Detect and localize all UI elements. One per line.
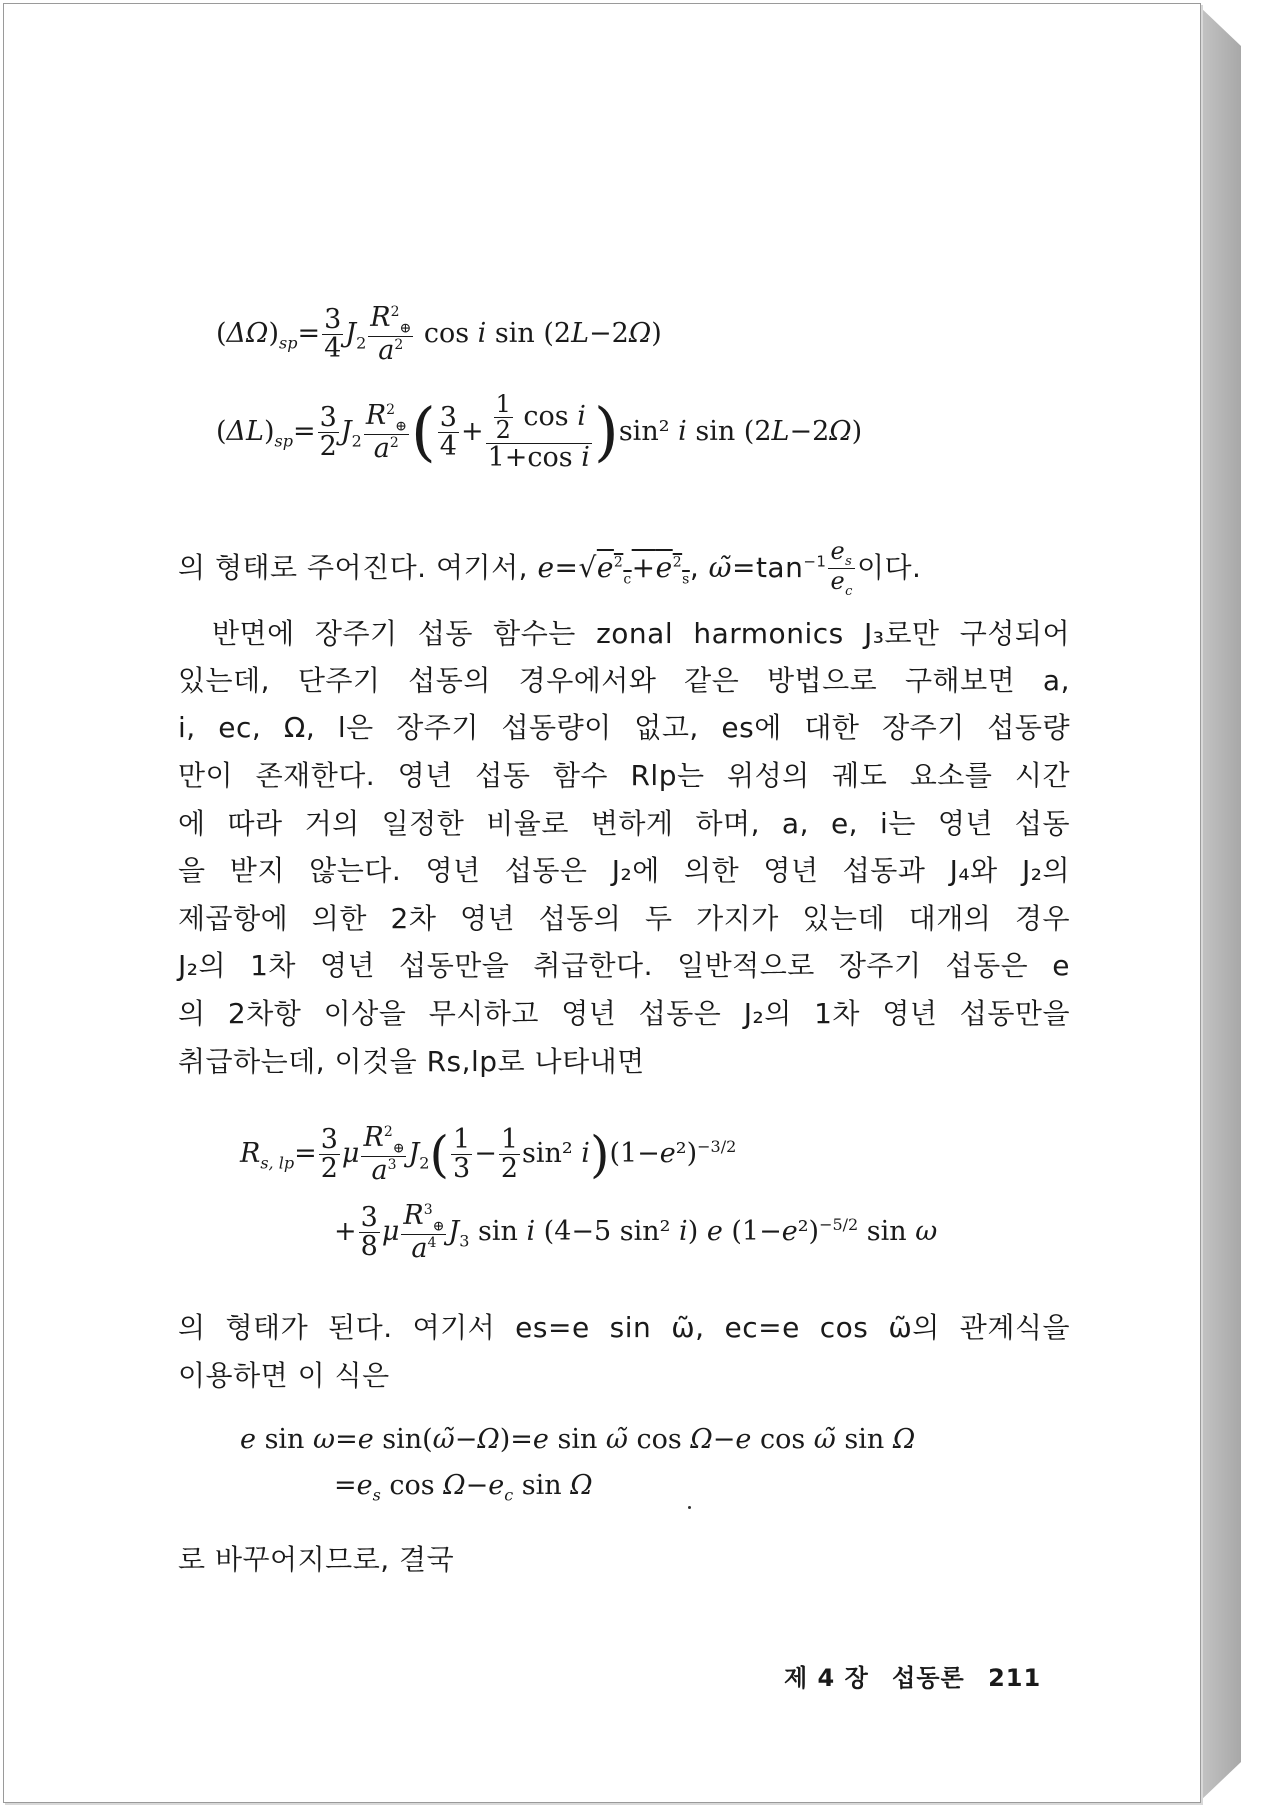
paragraph-2-line-1: 반면에 장주기 섭동 함수는 zonal harmonics J₃로만 구성되어 <box>212 617 1070 650</box>
equation-e-sin-omega-line-1: e sin ω=e sin(ω̃−Ω)=e sin ω̃ cos Ω−e cos ω̃ sin Ω <box>240 1424 916 1455</box>
paragraph-1-line: 의 형태로 주어진다. 여기서, $e=√e^2_c+e^2_s$, $\omegã=\tan^{-1}$ $\frac{e_s}{e_c}$ 이다. <box>178 537 922 600</box>
paragraph-3-line-1: 의 형태가 된다. 여기서 es=e sin ω̃, ec=e cos ω̃의 관계식을 <box>178 1311 1070 1344</box>
paragraph-2-line-10: 취급하는데, 이것을 Rs,lp로 나타내면 <box>178 1045 645 1078</box>
paragraph-2-line-4: 만이 존재한다. 영년 섭동 함수 Rlp는 위성의 궤도 요소를 시간 <box>178 759 1070 792</box>
equation-r-slp-line-2: + $\frac{3}{8}$ μ $\frac{R^3_\oplus}{a^4}$ $J_3$ sin i (4−5 sin² i) e $(1-e^2)^{-5/2}$ sin ω <box>334 1200 938 1265</box>
equation-e-sin-omega-line-2: $=e_s$ $\cos \Omega-e_c$ sin Ω <box>334 1470 593 1505</box>
footer-title: 섭동론 <box>892 1664 965 1692</box>
paragraph-2-line-8: J₂의 1차 영년 섭동만을 취급한다. 일반적으로 장주기 섭동은 e <box>178 949 1070 982</box>
paragraph-2-line-6: 을 받지 않는다. 영년 섭동은 J₂에 의한 영년 섭동과 J₄와 J₂의 <box>178 854 1070 887</box>
paragraph-3-line-2: 이용하면 이 식은 <box>178 1359 390 1392</box>
equation-delta-l: $(\Delta L)_{sp}=$ $\frac{3}{2}$ $J_2$ $\frac{R^2_\oplus}{a^2}$ ( $\frac{3}{4}$ + $\frac{1}{2}$ cos i 1+cos i )sin² i sin (2L−2Ω) <box>216 390 863 474</box>
page-edge-corner-bottom <box>1199 1762 1241 1802</box>
equation-r-slp-line-1: $R_{s, lp}=$ $\frac{3}{2}$ μ $\frac{R^2_\oplus}{a^3}$ $J_2$( $\frac{1}{3}$ − $\frac{1}{2}$ sin² $i)(1-e^2)^{-3/2}$ <box>240 1122 737 1187</box>
paragraph-2-line-7: 제곱항에 의한 2차 영년 섭동의 두 가지가 있는데 대개의 경우 <box>178 902 1070 935</box>
paragraph-4-line: 로 바꾸어지므로, 결국 <box>178 1543 455 1576</box>
paragraph-2-line-3: i, ec, Ω, l은 장주기 섭동량이 없고, es에 대한 장주기 섭동량 <box>178 711 1070 744</box>
paragraph-2-line-5: 에 따라 거의 일정한 비율로 변하게 하며, a, e, i는 영년 섭동 <box>178 807 1070 840</box>
paragraph-2-line-9: 의 2차항 이상을 무시하고 영년 섭동은 J₂의 1차 영년 섭동만을 <box>178 997 1070 1030</box>
book-page <box>3 3 1201 1803</box>
footer-chapter: 제 4 장 <box>784 1664 869 1692</box>
speck <box>688 1506 691 1509</box>
equation-delta-omega: $(\Delta\Omega)_{sp}=$ $\frac{3}{4}$ $J_2$ $\frac{R^2_\oplus}{a^2}$ cos i sin (2L−2Ω) <box>216 302 662 367</box>
page-footer <box>784 1658 1041 1693</box>
paragraph-2-line-2: 있는데, 단주기 섭동의 경우에서와 같은 방법으로 구해보면 a, <box>178 664 1070 697</box>
page-edge-corner-top <box>1199 6 1241 46</box>
footer-page-number: 211 <box>988 1664 1042 1692</box>
page-edge <box>1199 6 1241 1802</box>
